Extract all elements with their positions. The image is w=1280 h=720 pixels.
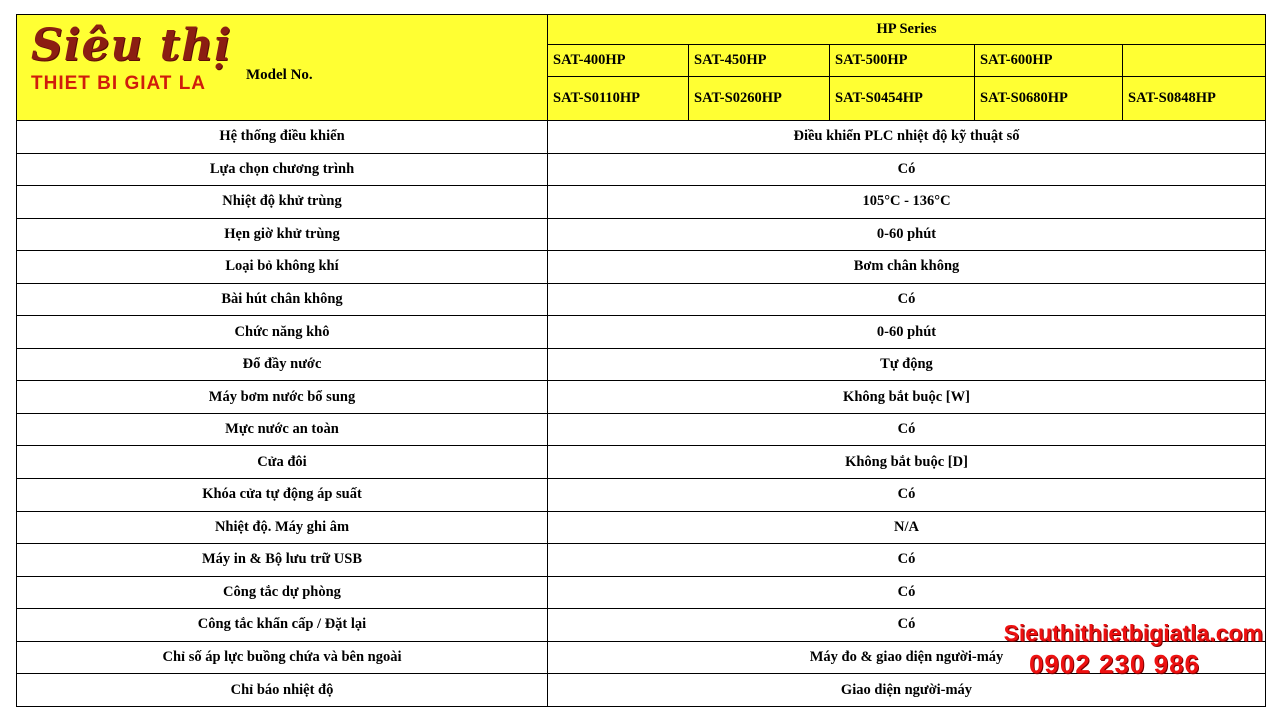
spec-label: Nhiệt độ khử trùng [17, 186, 548, 219]
spec-table-container [16, 14, 1265, 707]
spec-label: Nhiệt độ. Máy ghi âm [17, 511, 548, 544]
spec-label: Loại bỏ không khí [17, 251, 548, 284]
model-cell: SAT-S0848HP [1123, 77, 1266, 121]
spec-label: Chỉ báo nhiệt độ [17, 674, 548, 707]
spec-label: Hẹn giờ khử trùng [17, 218, 548, 251]
table-row [17, 186, 1266, 219]
model-cell: SAT-600HP [975, 45, 1123, 77]
model-cell: SAT-400HP [548, 45, 689, 77]
spec-label: Bài hút chân không [17, 283, 548, 316]
watermark-phone: 0902 230 986 [1028, 649, 1200, 679]
logo-sub-text: THIET BI GIAT LA [31, 73, 207, 94]
spec-label: Công tắc khẩn cấp / Đặt lại [17, 609, 548, 642]
model-cell: SAT-S0680HP [975, 77, 1123, 121]
table-row [17, 576, 1266, 609]
table-row [17, 413, 1266, 446]
header-row-series [17, 15, 1266, 45]
spec-value: Có [548, 609, 1266, 642]
spec-value: Có [548, 544, 1266, 577]
table-row [17, 446, 1266, 479]
spec-value: 0-60 phút [548, 316, 1266, 349]
spec-value: Có [548, 576, 1266, 609]
spec-value: Có [548, 413, 1266, 446]
spec-label: Khóa cửa tự động áp suất [17, 479, 548, 512]
spec-value: Không bắt buộc [W] [548, 381, 1266, 414]
table-row [17, 348, 1266, 381]
table-row [17, 316, 1266, 349]
table-row [17, 121, 1266, 154]
spec-value: 0-60 phút [548, 218, 1266, 251]
model-header-cell [17, 15, 548, 121]
spec-value: N/A [548, 511, 1266, 544]
spec-value: Giao diện người-máy [548, 674, 1266, 707]
table-row [17, 381, 1266, 414]
table-row [17, 511, 1266, 544]
spec-label: Mực nước an toàn [17, 413, 548, 446]
spec-table [16, 14, 1266, 707]
spec-label: Hệ thống điều khiển [17, 121, 548, 154]
spec-value: 105°C - 136°C [548, 186, 1266, 219]
spec-value: Có [548, 153, 1266, 186]
table-row [17, 153, 1266, 186]
model-cell: SAT-S0454HP [830, 77, 975, 121]
model-cell: SAT-S0260HP [689, 77, 830, 121]
spec-value: Tự động [548, 348, 1266, 381]
spec-value: Điều khiển PLC nhiệt độ kỹ thuật số [548, 121, 1266, 154]
model-cell: SAT-500HP [830, 45, 975, 77]
watermark-site: Sieuthithietbigiatla.com [1003, 620, 1263, 646]
model-cell [1123, 45, 1266, 77]
spec-label: Lựa chọn chương trình [17, 153, 548, 186]
spec-value: Có [548, 283, 1266, 316]
spec-label: Máy in & Bộ lưu trữ USB [17, 544, 548, 577]
series-header: HP Series [548, 15, 1266, 45]
spec-value: Không bắt buộc [D] [548, 446, 1266, 479]
spec-value: Có [548, 479, 1266, 512]
table-row [17, 544, 1266, 577]
model-no-label: Model No. [246, 67, 313, 83]
logo [31, 20, 232, 95]
model-cell: SAT-S0110HP [548, 77, 689, 121]
logo-script-text: Siêu thị [31, 20, 232, 71]
spec-label: Cửa đôi [17, 446, 548, 479]
spec-label: Chỉ số áp lực buồng chứa và bên ngoài [17, 641, 548, 674]
spec-value: Bơm chân không [548, 251, 1266, 284]
spec-label: Công tắc dự phòng [17, 576, 548, 609]
table-row [17, 218, 1266, 251]
spec-label: Chức năng khô [17, 316, 548, 349]
table-row [17, 251, 1266, 284]
table-row [17, 283, 1266, 316]
table-row [17, 479, 1266, 512]
model-cell: SAT-450HP [689, 45, 830, 77]
spec-label: Máy bơm nước bổ sung [17, 381, 548, 414]
spec-label: Đổ đầy nước [17, 348, 548, 381]
spec-value: Máy đo & giao diện người-máy [548, 641, 1266, 674]
